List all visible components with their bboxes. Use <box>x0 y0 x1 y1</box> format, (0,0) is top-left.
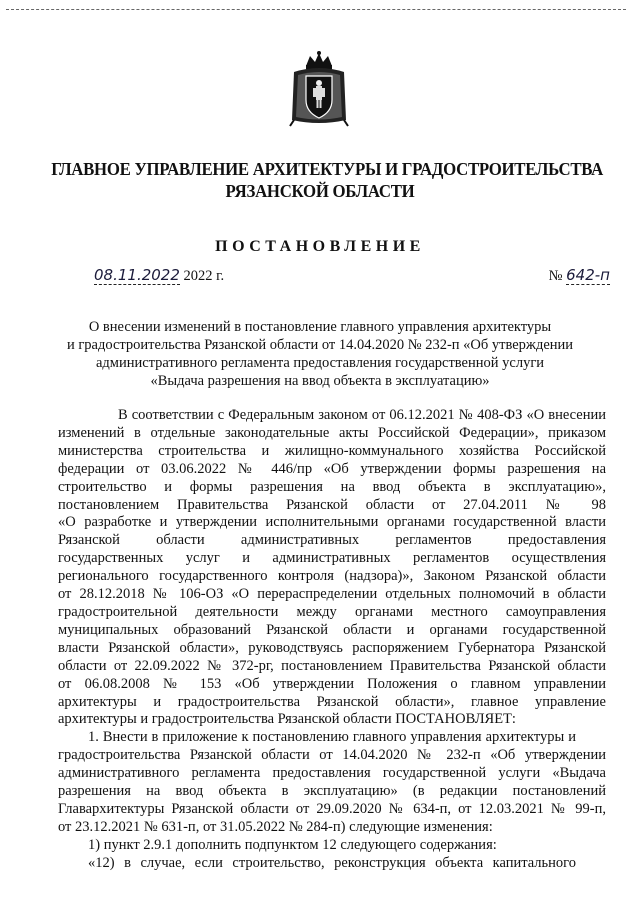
body-line: В соответствии с Федеральным законом от 06.12.2021 № 408-ФЗ «О внесении <box>118 407 606 423</box>
subject-line: О внесении изменений в постановление главного управления архитектуры <box>88 319 552 335</box>
body-line: градостроительной деятельности между органами местного самоуправления <box>58 603 606 620</box>
body-line: «12) в случае, если строительство, реконструкция объекта капитального <box>88 854 576 871</box>
body-line: Рязанской области административных регламентов предоставления <box>58 532 606 549</box>
coat-of-arms-icon <box>286 50 352 128</box>
document-subject <box>60 318 580 390</box>
body-line: Главархитектуры Рязанской области от 29.09.2020 № 634-п, от 12.03.2021 № 99-п, <box>58 800 606 817</box>
body-line: муниципальных образований Рязанской области и органами государственной <box>58 621 606 638</box>
document-number <box>549 266 610 285</box>
handwritten-number: 642-п <box>566 266 610 284</box>
scan-top-border <box>6 9 626 10</box>
organization-name <box>51 158 604 202</box>
body-line: градостроительства Рязанской области от 14.04.2020 № 232-п «Об утверждении <box>58 747 606 764</box>
body-line: министерства строительства и жилищно-коммунального хозяйства Российской <box>58 442 606 459</box>
subject-line: и градостроительства Рязанской области от 14.04.2020 № 232-п «Об утверждении <box>66 337 574 353</box>
date-suffix: 2022 г. <box>183 268 225 284</box>
subject-line: административного регламента предоставления государственной услуги <box>95 355 545 371</box>
body-line: от 23.12.2021 № 631-п, от 31.05.2022 № 284-п) следующие изменения: <box>58 818 493 835</box>
body-line: власти Рязанской области», руководствуясь распоряжением Губернатора Рязанской <box>58 639 606 656</box>
body-line: федерации от 03.06.2022 № 446/пр «Об утверждении формы разрешения на <box>58 460 606 477</box>
handwritten-date: 08.11.2022 <box>94 266 180 284</box>
body-line: архитектуры и градостроительства Рязанской области ПОСТАНОВЛЯЕТ: <box>58 711 516 728</box>
document-date <box>94 266 224 285</box>
body-line: «О разработке и утверждении исполнительными органами государственной власти <box>58 514 606 531</box>
org-line-2: РЯЗАНСКОЙ ОБЛАСТИ <box>225 181 415 201</box>
document-body <box>58 407 606 873</box>
body-line: разрешения на ввод объекта в эксплуатацию» (в редакции постановлений <box>58 783 606 800</box>
body-line: административного регламента предоставления государственной услуги «Выдача <box>58 765 606 782</box>
body-line: строительство и формы разрешения на ввод объекта в эксплуатацию», <box>58 478 606 495</box>
body-line: постановлением Правительства Рязанской области от 27.04.2011 № 98 <box>58 496 606 513</box>
body-line: архитектуры и градостроительства Рязанской области», главное управление <box>58 693 606 710</box>
body-line: изменений в отдельные законодательные акты Российской Федерации», приказом <box>58 424 606 441</box>
body-line: регионального государственного контроля (надзора)», Законом Рязанской области <box>58 568 606 585</box>
body-line: 1. Внести в приложение к постановлению главного управления архитектуры и <box>88 729 576 746</box>
body-line: от 06.08.2008 № 153 «Об утверждении Положения о главном управлении <box>58 675 606 692</box>
body-line: государственных услуг и административных регламентов осуществления <box>58 550 606 567</box>
org-line-1: ГЛАВНОЕ УПРАВЛЕНИЕ АРХИТЕКТУРЫ И ГРАДОСТРОИТЕЛЬСТВА <box>51 159 604 179</box>
number-prefix: № <box>548 268 563 284</box>
body-line: области от 22.09.2022 № 372-рг, постановлением Правительства Рязанской области <box>58 657 606 674</box>
subject-line: «Выдача разрешения на ввод объекта в эксплуатацию» <box>150 373 490 389</box>
body-line: 1) пункт 2.9.1 дополнить подпунктом 12 следующего содержания: <box>88 836 497 853</box>
document-type-title: ПОСТАНОВЛЕНИЕ <box>215 238 425 255</box>
body-line: от 28.12.2018 № 106-ОЗ «О перераспределении отдельных полномочий в области <box>58 586 606 603</box>
